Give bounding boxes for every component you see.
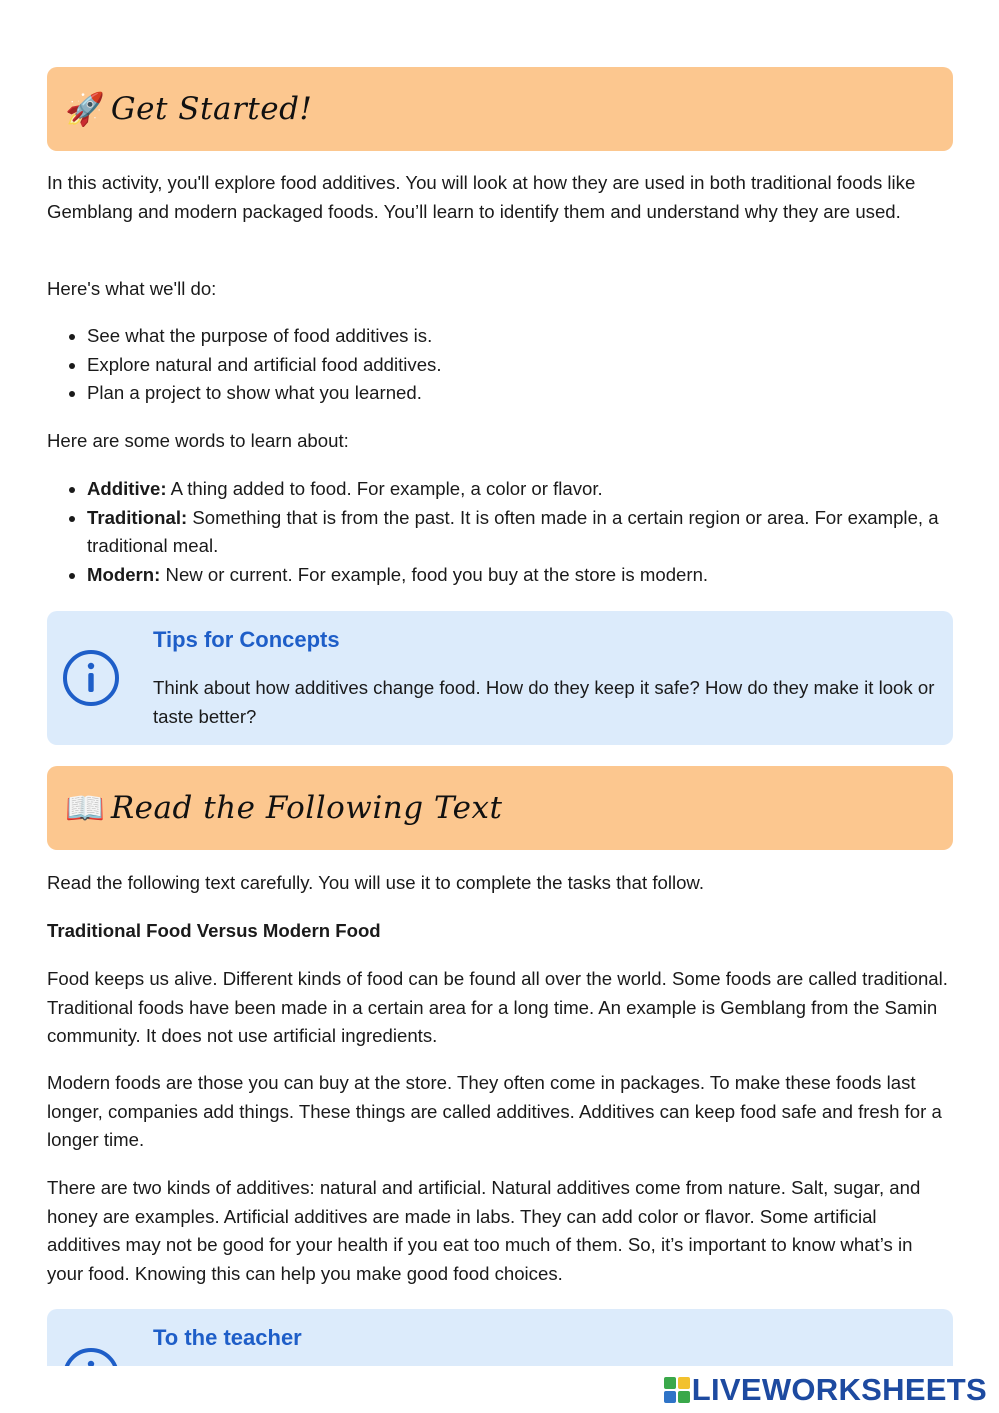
list-item: • Explore natural and artificial food additives. (87, 351, 953, 380)
tips-title: Tips for Concepts (153, 627, 340, 652)
vocab-definition: Something that is from the past. It is often made in a certain region or area. For example, a traditional meal. (87, 506, 939, 556)
intro-paragraph: In this activity, you'll explore food additives. You will look at how they are used in both traditional foods like Gemblang and modern packaged foods. You’ll learn to identify them and understand why they are used. (47, 172, 916, 222)
get-started-title: Get Started! (110, 91, 313, 127)
get-started-header (47, 67, 953, 151)
article-paragraph: Food keeps us alive. Different kinds of food can be found all over the world. Some foods are called traditional. Traditional foods have been made in a certain area for a long time. An example is Gemblang from the Samin community. It does not use artificial ingredients. (47, 968, 948, 1046)
list-item (87, 561, 953, 590)
read-instruction: Read the following text carefully. You will use it to complete the tasks that follow. (47, 872, 704, 893)
read-header (47, 766, 953, 850)
article-paragraph: There are two kinds of additives: natural and artificial. Natural additives come from nature. Salt, sugar, and honey are examples. Artificial additives are made in labs. They can add color or flavor. Some artificial additives may not be good for your health if you eat too much of them. So, it’s important to know what’s in your food. Knowing this can help you make good food choices. (47, 1177, 921, 1284)
vocab-term: Modern: (87, 563, 161, 585)
list-item: • See what the purpose of food additives is. (87, 322, 953, 351)
vocab-term: Traditional: (87, 506, 188, 528)
words-heading: Here are some words to learn about: (47, 430, 349, 451)
tips-text: Think about how additives change food. How do they keep it safe? How do they make it look or taste better? (153, 677, 935, 727)
read-title: Read the Following Text (110, 790, 503, 826)
rocket-icon: 🚀 (65, 90, 105, 128)
vocabulary-list (47, 475, 953, 589)
vocab-definition: A thing added to food. For example, a color or flavor. (166, 478, 603, 499)
liveworksheets-brand[interactable] (664, 1366, 987, 1413)
list-item (87, 504, 953, 561)
teacher-title: To the teacher (153, 1325, 302, 1350)
plan-list (47, 322, 953, 408)
plan-heading: Here's what we'll do: (47, 278, 217, 299)
brand-name: LIVEWORKSHEETS (691, 1371, 987, 1407)
tips-box (47, 611, 953, 745)
list-item: • Plan a project to show what you learned. (87, 379, 953, 408)
liveworksheets-logo-icon (664, 1377, 690, 1403)
list-item (87, 475, 953, 504)
vocab-definition: New or current. For example, food you buy at the store is modern. (160, 563, 709, 585)
article-title: Traditional Food Versus Modern Food (47, 920, 381, 941)
open-book-icon: 📖 (65, 789, 105, 827)
info-icon (62, 649, 120, 707)
article-paragraph: Modern foods are those you can buy at the store. They often come in packages. To make these foods last longer, companies add things. These things are called additives. Additives can keep food safe and fresh for a longer time. (47, 1072, 942, 1150)
vocab-term: Additive: (87, 478, 167, 499)
